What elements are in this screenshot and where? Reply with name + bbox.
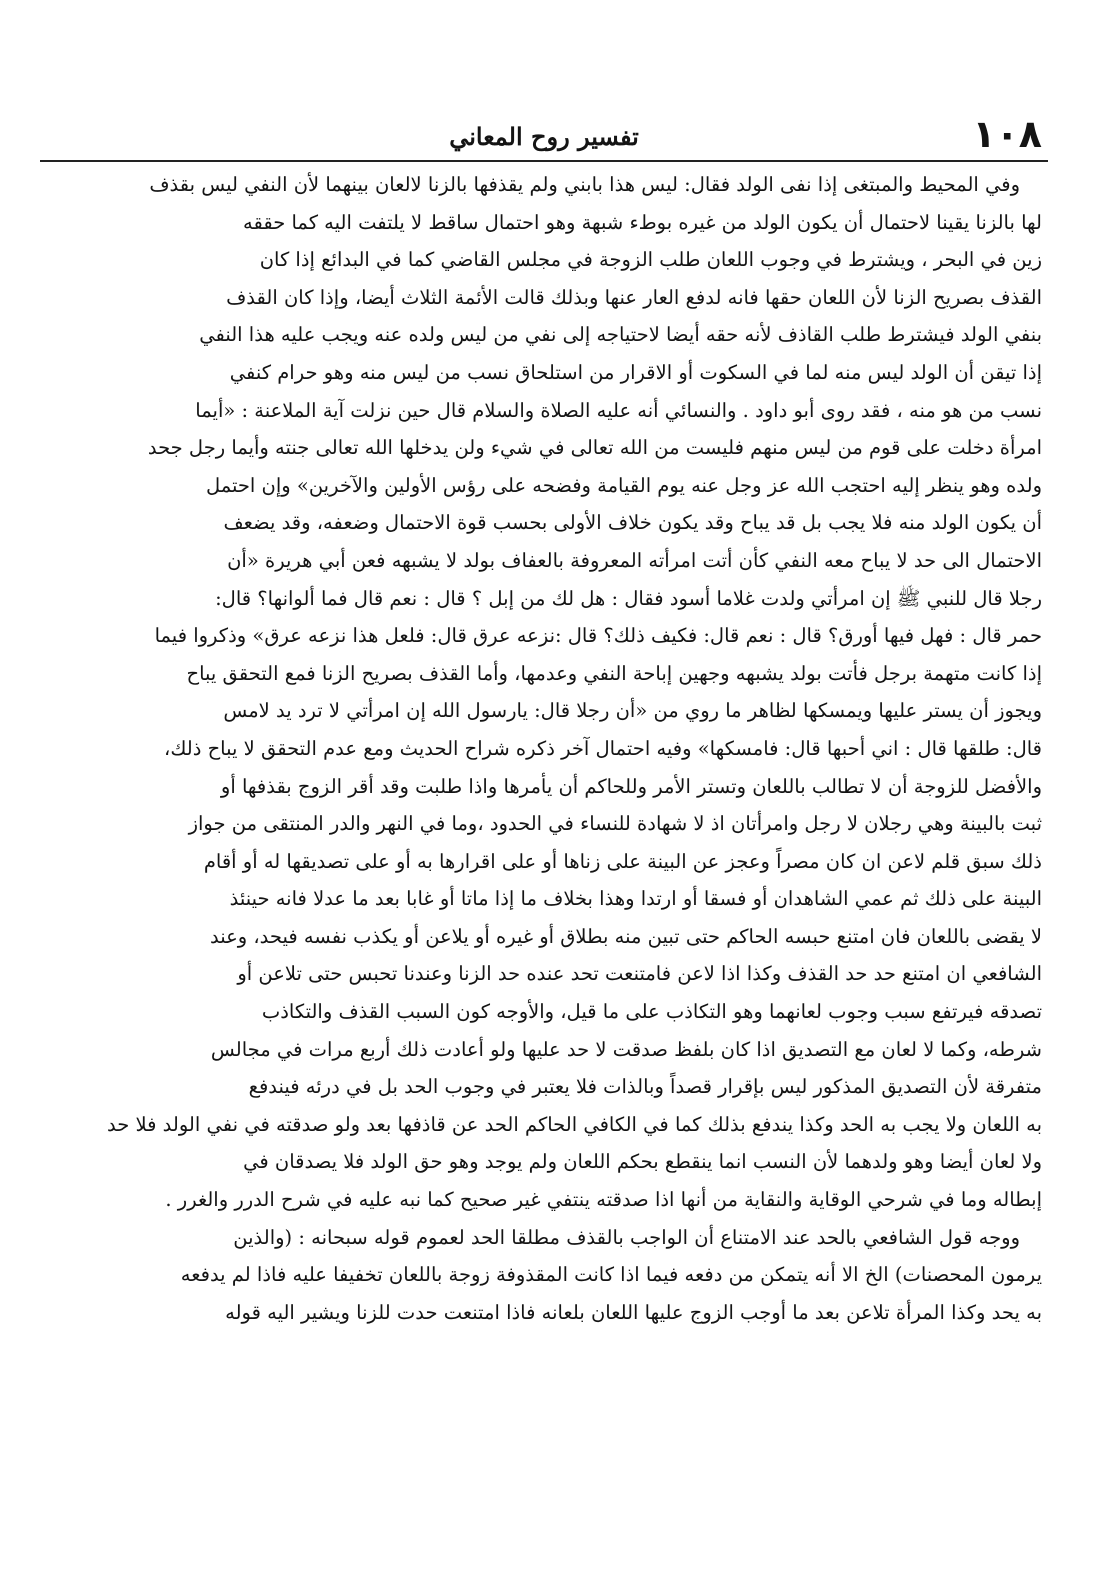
text-line: رجلا قال للنبي ﷺ إن امرأتي ولدت غلاما أسود فقال : هل لك من إبل ؟ قال : نعم قال فما ألوانها؟ قال:	[215, 586, 1042, 610]
text-line: نسب من هو منه ، فقد روى أبو داود . والنسائي أنه عليه الصلاة والسلام قال حين نزلت آية الملاعنة : «أيما	[195, 398, 1042, 422]
text-line: لا يقضى باللعان فان امتنع حبسه الحاكم حتى تبين منه بطلاق أو غيره أو يلاعن أو يكذب نفسه فيحد، وعند	[209, 924, 1042, 948]
text-line: شرطه، وكما لا لعان مع التصديق اذا كان بلفظ صدقت لا حد عليها ولو أعادت ذلك أربع مرات في مجالس	[210, 1037, 1042, 1061]
text-line: لها بالزنا يقينا لاحتمال أن يكون الولد من غيره بوطء شبهة وهو احتمال ساقط لا يلتفت اليه كما حققه	[243, 210, 1042, 234]
body-text	[46, 166, 1042, 1331]
text-line: به اللعان ولا يجب به الحد وكذا يندفع بذلك كما في الكافي الحاكم الحد عن قاذفها بعد ولو صدقته في نفي الولد فلا حد	[107, 1112, 1042, 1136]
text-line: حمر قال : فهل فيها أورق؟ قال : نعم قال: فكيف ذلك؟ قال :نزعه عرق قال: فلعل هذا نزعه عرق» وذكروا فيما	[154, 624, 1042, 648]
text-line: إذا كانت متهمة برجل فأتت بولد يشبهه وجهين إباحة النفي وعدمها، وأما القذف بصريح الزنا فمع التحقق يباح	[186, 661, 1042, 685]
text-line: الشافعي ان امتنع حد حد القذف وكذا اذا لاعن فامتنعت تحد عنده حد الزنا وعندنا تحبس حتى تلاعن أو	[237, 962, 1042, 986]
text-line: أن يكون الولد منه فلا يجب بل قد يباح وقد يكون خلاف الأولى بحسب قوة الاحتمال وضعفه، وقد يضعف	[223, 511, 1042, 535]
page-number: ١٠٨	[972, 112, 1042, 156]
text-line: وفي المحيط والمبتغى إذا نفى الولد فقال: ليس هذا بابني ولم يقذفها بالزنا لالعان بينهما لأن النفي ليس بقذف	[149, 173, 1020, 196]
text-line: امرأة دخلت على قوم من ليس منهم فليست من الله تعالى في شيء ولن يدخلها الله تعالى جنته وأيما رجل جحد	[147, 436, 1042, 460]
text-line: متفرقة لأن التصديق المذكور ليس بإقرار قصداً وبالذات فلا يعتبر في وجوب الحد بل في درئه فيندفع	[248, 1075, 1042, 1099]
text-line: ووجه قول الشافعي بالحد عند الامتناع أن الواجب بالقذف مطلقا الحد لعموم قوله سبحانه : (والذين	[233, 1225, 1020, 1249]
text-line: ثبت بالبينة وهي رجلان لا رجل وامرأتان اذ لا شهادة للنساء في الحدود ،وما في النهر والدر المنتقى من جواز	[188, 812, 1042, 836]
text-line: قال: طلقها قال : اني أحبها قال: فامسكها» وفيه احتمال آخر ذكره شراح الحديث ومع عدم التحقق لا يباح ذلك،	[164, 736, 1042, 760]
text-line: إذا تيقن أن الولد ليس منه لما في السكوت أو الاقرار من استلحاق نسب من ليس منه وهو حرام كنفي	[229, 360, 1042, 384]
text-line: ذلك سبق قلم لاعن ان كان مصراً وعجز عن البينة على زناها أو على اقرارها به أو على تصديقها له أو أقام	[203, 849, 1042, 873]
text-line: ويجوز أن يستر عليها ويمسكها لظاهر ما روي من «أن رجلا قال: يارسول الله إن امرأتي لا ترد يد لامس	[223, 699, 1042, 723]
header-rule	[40, 160, 1048, 162]
text-line: تصدقه فيرتفع سبب وجوب لعانهما وهو التكاذب على ما قيل، والأوجه كون السبب القذف والتكاذب	[261, 1000, 1042, 1024]
text-line: إبطاله وما في شرحي الوقاية والنقاية من أنها اذا صدقته ينتفي غير صحيح كما نبه عليه في شرح الدرر والغرر .	[165, 1188, 1042, 1212]
running-title: تفسير روح المعاني	[449, 122, 639, 151]
page-header	[40, 108, 1048, 160]
text-line: زين في البحر ، ويشترط في وجوب اللعان طلب الزوجة في مجلس القاضي كما في البدائع إذا كان	[259, 248, 1042, 272]
text-line: والأفضل للزوجة أن لا تطالب باللعان وتستر الأمر وللحاكم أن يأمرها واذا طلبت وقد أقر الزوج بقذفها أو	[220, 774, 1042, 798]
text-line: بنفي الولد فيشترط طلب القاذف لأنه حقه أيضا لاحتياجه إلى نفي من ليس ولده عنه ويجب عليه هذا النفي	[199, 323, 1042, 347]
text-line: ولا لعان أيضا وهو ولدهما لأن النسب انما ينقطع بحكم اللعان ولم يوجد وهو حق الولد فلا يصدقان في	[243, 1150, 1042, 1174]
text-line: القذف بصريح الزنا لأن اللعان حقها فانه لدفع العار عنها وبذلك قالت الأئمة الثلاث أيضا، وإذا كان القذف	[226, 285, 1042, 309]
text-line: البينة على ذلك ثم عمي الشاهدان أو فسقا أو ارتدا وهذا بخلاف ما إذا ماتا أو غابا بعد ما عدلا فانه حينئذ	[229, 887, 1042, 911]
text-line: ولده وهو ينظر إليه احتجب الله عز وجل عنه يوم القيامة وفضحه على رؤس الأولين والآخرين» وإن احتمل	[205, 473, 1042, 497]
text-line: الاحتمال الى حد لا يباح معه النفي كأن أتت امرأته المعروفة بالعفاف بولد لا يشبهه فعن أبي هريرة «أن	[227, 548, 1042, 572]
text-line: يرمون المحصنات) الخ الا أنه يتمكن من دفعه فيما اذا كانت المقذوفة زوجة باللعان تخفيفا عليه فاذا لم يدفعه	[180, 1263, 1042, 1287]
text-line: به يحد وكذا المرأة تلاعن بعد ما أوجب الزوج عليها اللعان بلعانه فاذا امتنعت حدت للزنا ويشير اليه قوله	[225, 1300, 1042, 1324]
